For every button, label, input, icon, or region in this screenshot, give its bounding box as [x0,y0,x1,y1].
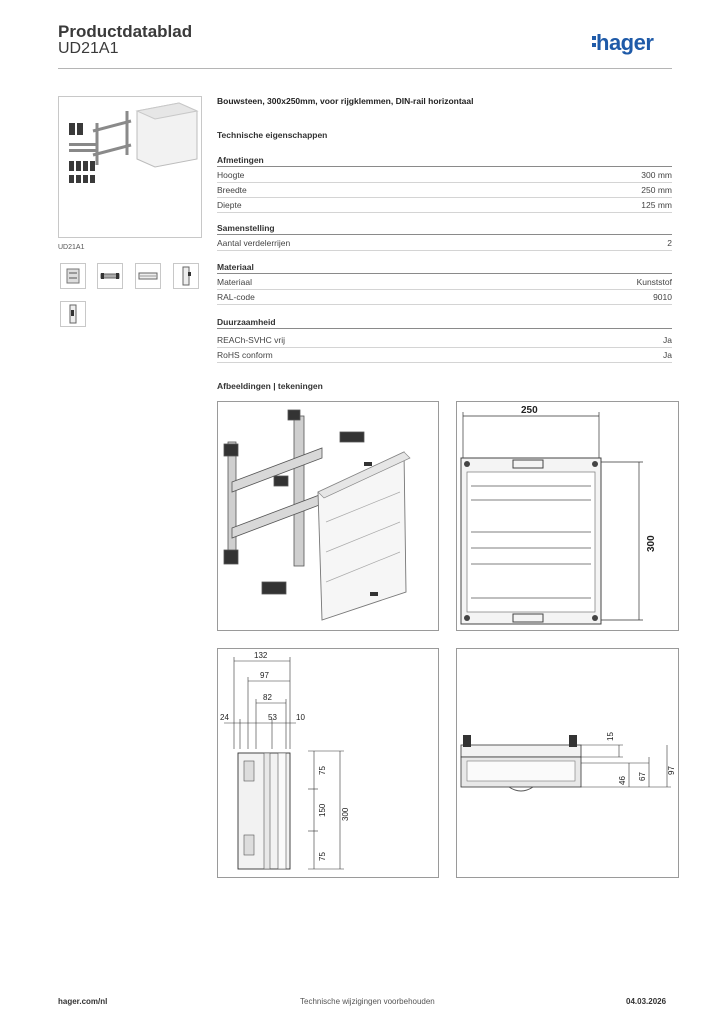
footer-notice: Technische wijzigingen voorbehouden [300,997,435,1006]
spec-label: Materiaal [217,277,252,287]
spec-row [217,183,672,198]
product-image [58,96,202,238]
dim-132: 132 [254,651,268,660]
spec-value: Kunststof [636,277,672,287]
spec-label: Diepte [217,200,242,210]
spec-value: 9010 [653,292,672,302]
spec-value: 125 mm [641,200,672,210]
dim-150: 150 [318,803,327,817]
dim-75-bottom: 75 [318,852,327,861]
dim-46: 46 [618,776,627,785]
thumbnail-top[interactable] [135,263,161,289]
spec-row [217,236,672,251]
page-title: Productdatablad [58,22,193,41]
dim-97: 97 [667,766,676,775]
footer-date: 04.03.2026 [626,997,667,1006]
side-view-drawing [217,648,439,878]
thumbnail-rail[interactable] [97,263,123,289]
spec-row [217,290,672,305]
dim-24: 24 [220,713,229,722]
product-description: Bouwsteen, 300x250mm, voor rijgklemmen, DIN-rail horizontaal [217,96,474,106]
spec-value: Ja [663,335,672,345]
logo-text: hager [596,30,654,55]
dim-10: 10 [296,713,305,722]
front-view-drawing [456,401,679,631]
specs-section-title: Technische eigenschappen [217,130,328,140]
spec-group-title: Afmetingen [217,155,672,167]
thumbnail-side[interactable] [173,263,199,289]
spec-value: Ja [663,350,672,360]
image-caption: UD21A1 [58,244,85,251]
drawings-section-title: Afbeeldingen | tekeningen [217,381,323,391]
spec-group-title: Duurzaamheid [217,317,672,329]
dim-53: 53 [268,713,277,722]
spec-row [217,168,672,183]
spec-row [217,198,672,213]
spec-value: 300 mm [641,170,672,180]
dim-300: 300 [341,807,350,821]
top-view-drawing [456,648,679,878]
footer-website[interactable]: hager.com/nl [58,997,108,1006]
dim-height: 300 [646,535,657,552]
spec-label: Aantal verdelerrijen [217,238,291,248]
dim-67: 67 [638,772,647,781]
dim-82: 82 [263,693,272,702]
spec-value: 2 [667,238,672,248]
hager-logo [592,30,653,56]
spec-group-title: Samenstelling [217,223,672,235]
spec-label: Hoogte [217,170,245,180]
spec-label: RoHS conform [217,350,273,360]
dim-15: 15 [606,732,615,741]
dim-75-top: 75 [318,766,327,775]
spec-label: REACh-SVHC vrij [217,335,286,345]
product-code: UD21A1 [58,40,119,57]
dim-width: 250 [521,405,538,416]
spec-label: RAL-code [217,292,255,302]
spec-row [217,333,672,348]
spec-row [217,275,672,290]
thumbnail-side-2[interactable] [60,301,86,327]
spec-row [217,348,672,363]
spec-label: Breedte [217,185,247,195]
thumbnail-front[interactable] [60,263,86,289]
dim-97: 97 [260,671,269,680]
exploded-view-drawing [217,401,439,631]
spec-group-title: Materiaal [217,262,672,274]
header-divider [58,68,672,69]
spec-value: 250 mm [641,185,672,195]
